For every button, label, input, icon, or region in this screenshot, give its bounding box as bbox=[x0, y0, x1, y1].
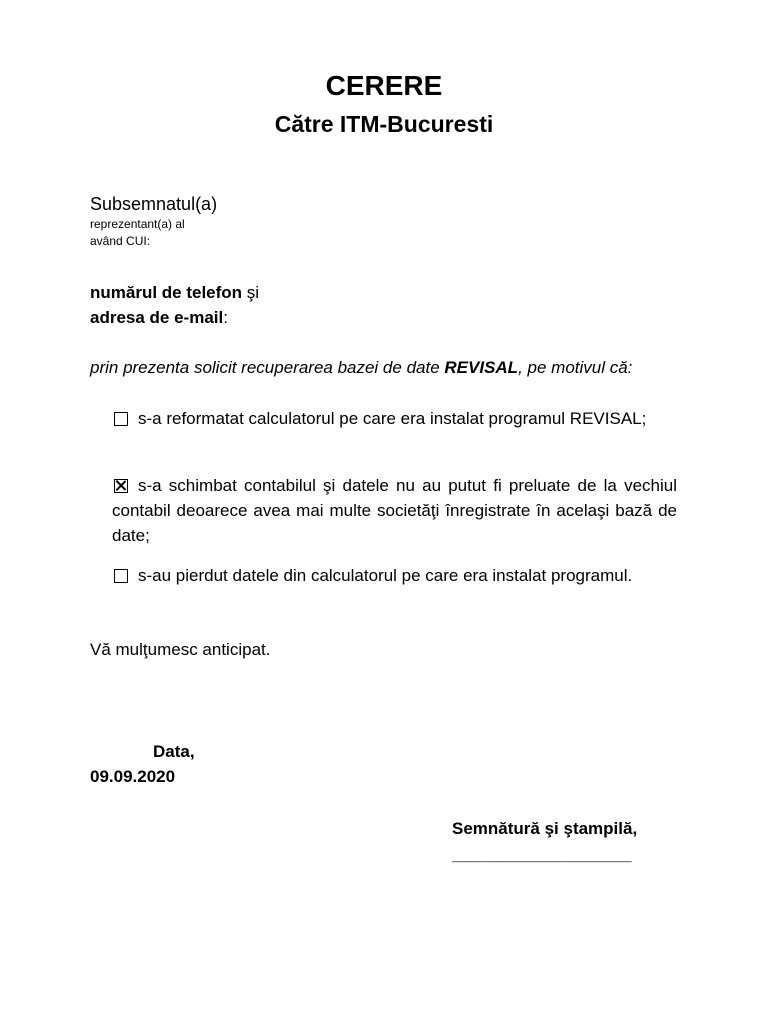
reason-option-2-text: s-a schimbat contabilul şi datele nu au putut fi preluate de la vechiul contabil deoarece avea mai multe societăţi înregistrate în acelaşi bază de date; bbox=[112, 476, 677, 545]
checkbox-1[interactable] bbox=[114, 412, 128, 426]
date-value: 09.09.2020 bbox=[90, 767, 176, 786]
phone-line bbox=[90, 281, 259, 305]
request-text-before: prin prezenta solicit recuperarea bazei de date bbox=[90, 358, 445, 377]
signature-label: Semnătură şi ştampilă, bbox=[452, 819, 638, 838]
email-line bbox=[90, 306, 228, 330]
request-keyword: REVISAL bbox=[444, 358, 519, 377]
reason-option-1-text: s-a reformatat calculatorul pe care era instalat programul REVISAL; bbox=[138, 409, 647, 428]
request-text-after: , pe motivul că: bbox=[518, 358, 633, 377]
applicant-label: Subsemnatul(a) bbox=[90, 194, 218, 214]
phone-conjunction: şi bbox=[242, 283, 260, 302]
request-statement bbox=[90, 356, 632, 380]
thanks-text: Vă mulţumesc anticipat. bbox=[90, 640, 271, 659]
reason-option-3-text: s-au pierdut datele din calculatorul pe care era instalat programul. bbox=[138, 566, 633, 585]
document-title: CERERE bbox=[325, 70, 443, 101]
checkbox-3[interactable] bbox=[114, 569, 128, 583]
reason-option-1[interactable] bbox=[112, 406, 677, 431]
reason-option-3[interactable] bbox=[112, 563, 677, 588]
cui-label: având CUI: bbox=[90, 234, 151, 248]
phone-label: numărul de telefon bbox=[90, 283, 243, 302]
checkbox-2-checked[interactable] bbox=[114, 479, 128, 493]
document-subtitle: Către ITM-Bucuresti bbox=[274, 111, 494, 137]
signature-line: ____________________ bbox=[452, 845, 632, 864]
email-suffix: : bbox=[223, 308, 228, 327]
date-label: Data, bbox=[153, 742, 195, 761]
representative-label: reprezentant(a) al bbox=[90, 217, 185, 231]
reason-option-2[interactable] bbox=[112, 473, 677, 548]
email-label: adresa de e-mail bbox=[90, 308, 224, 327]
